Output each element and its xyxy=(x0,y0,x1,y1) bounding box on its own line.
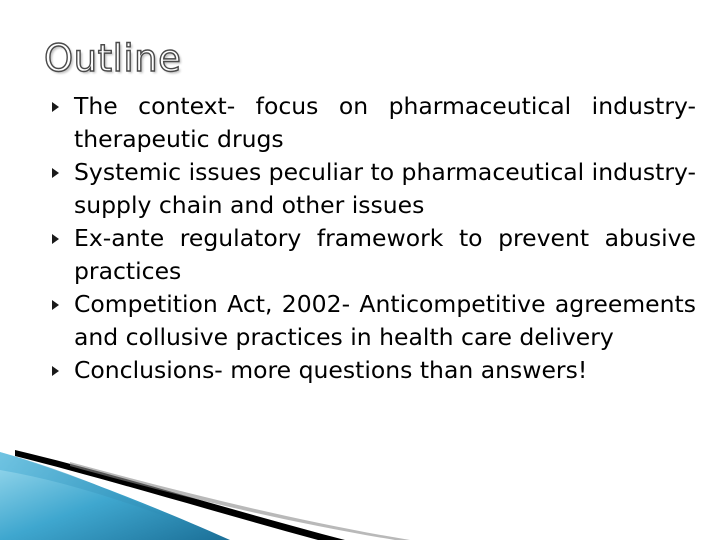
triangle-right-icon xyxy=(52,366,59,376)
triangle-right-icon xyxy=(52,234,59,244)
bullet-text: Conclusions- more questions than answers! xyxy=(74,356,588,384)
slide-title: Outline xyxy=(44,37,182,80)
bullet-text: Competition Act, 2002- Anticompetitive agreements and collusive practices in health care delivery xyxy=(74,290,696,351)
bullet-item xyxy=(74,90,696,156)
bullet-text: The context- focus on pharmaceutical industry- therapeutic drugs xyxy=(74,92,696,153)
triangle-right-icon xyxy=(52,102,59,112)
bullet-item xyxy=(74,222,696,288)
triangle-right-icon xyxy=(52,168,59,178)
bullet-list xyxy=(74,90,696,387)
bullet-item xyxy=(74,156,696,222)
bullet-text: Systemic issues peculiar to pharmaceutical industry- supply chain and other issues xyxy=(74,158,696,219)
bullet-item xyxy=(74,354,696,387)
bullet-text: Ex-ante regulatory framework to prevent abusive practices xyxy=(74,224,696,285)
triangle-right-icon xyxy=(52,300,59,310)
bullet-item xyxy=(74,288,696,354)
decorative-swoosh xyxy=(0,440,720,540)
